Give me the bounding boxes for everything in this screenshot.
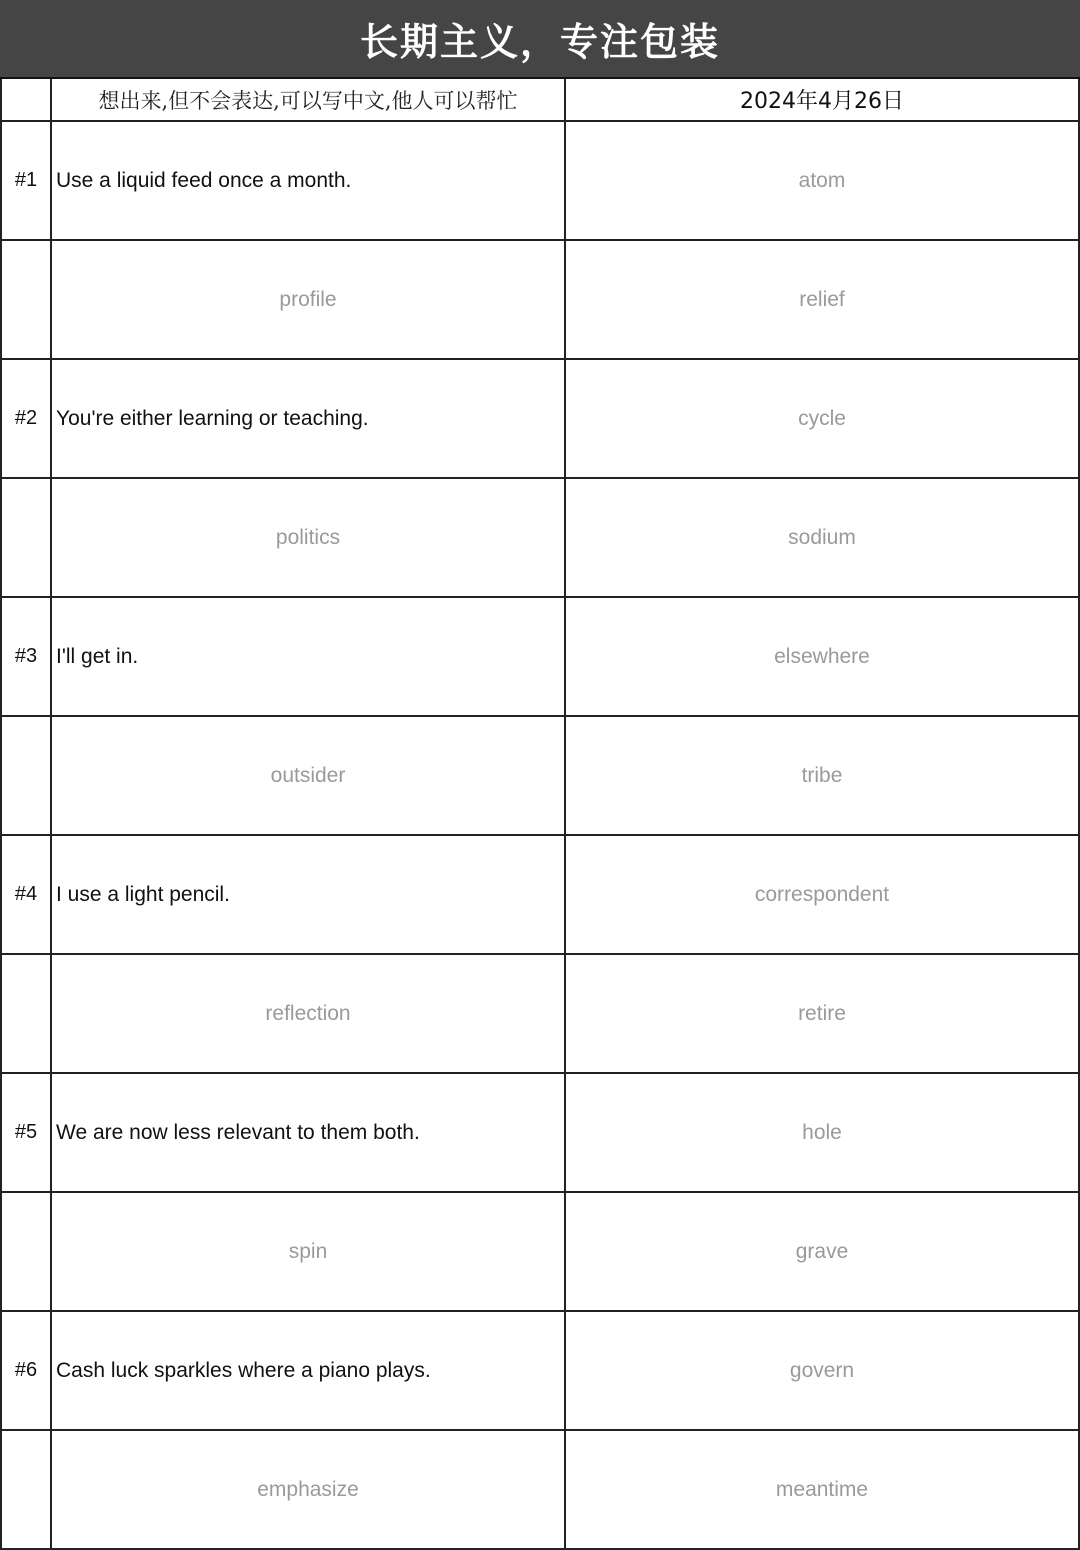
word-cell — [566, 1312, 1080, 1429]
word-left-cell — [52, 955, 566, 1072]
vocab-word: cycle — [798, 406, 846, 430]
row-number: #2 — [14, 407, 38, 429]
table-row — [0, 360, 1080, 479]
sentence-cell — [52, 836, 566, 953]
row-number: #5 — [14, 1121, 38, 1143]
title-bar — [0, 0, 1080, 79]
row-number-cell — [0, 1193, 52, 1310]
vocab-word: govern — [789, 1358, 855, 1382]
sentence-cell — [52, 122, 566, 239]
vocab-word-left: emphasize — [257, 1477, 359, 1501]
row-number-cell — [0, 360, 52, 477]
word-left-cell — [52, 717, 566, 834]
word-cell — [566, 479, 1080, 596]
word-left-cell — [52, 1431, 566, 1548]
word-cell — [566, 360, 1080, 477]
word-left-cell — [52, 241, 566, 358]
table-row — [0, 598, 1080, 717]
row-number: #1 — [14, 169, 38, 191]
page-title: 长期主义，专注包装 — [359, 20, 720, 64]
sentence-text: I'll get in. — [56, 644, 139, 668]
vocab-word-left: outsider — [270, 763, 346, 787]
vocab-word: correspondent — [754, 882, 890, 906]
row-number-cell — [0, 1431, 52, 1548]
vocab-word: grave — [795, 1239, 849, 1263]
row-number: #6 — [14, 1359, 38, 1381]
table-row — [0, 836, 1080, 955]
word-cell — [566, 598, 1080, 715]
sentence-text: We are now less relevant to them both. — [56, 1120, 420, 1144]
sentence-cell — [52, 598, 566, 715]
row-number-cell — [0, 241, 52, 358]
word-cell — [566, 1193, 1080, 1310]
table-row — [0, 1312, 1080, 1431]
vocab-word-left: spin — [288, 1239, 328, 1263]
word-left-cell — [52, 479, 566, 596]
sentence-text: Cash luck sparkles where a piano plays. — [56, 1358, 431, 1382]
table-row — [0, 717, 1080, 836]
sentence-cell — [52, 1074, 566, 1191]
word-cell — [566, 836, 1080, 953]
header-note-cell — [52, 79, 566, 120]
vocab-word: sodium — [788, 525, 856, 549]
table-row — [0, 1193, 1080, 1312]
word-cell — [566, 1431, 1080, 1548]
word-cell — [566, 1074, 1080, 1191]
vocab-word: atom — [798, 168, 846, 192]
vocab-word: tribe — [801, 763, 843, 787]
table-row — [0, 241, 1080, 360]
sentence-text: I use a light pencil. — [56, 882, 230, 906]
row-number-cell — [0, 479, 52, 596]
vocab-word: hole — [802, 1120, 842, 1144]
sentence-text: You're either learning or teaching. — [56, 406, 369, 430]
row-number-cell — [0, 1312, 52, 1429]
word-cell — [566, 241, 1080, 358]
header-note: 想出来,但不会表达,可以写中文,他人可以帮忙 — [98, 88, 518, 113]
table-row — [0, 1431, 1080, 1550]
sentence-text: Use a liquid feed once a month. — [56, 168, 352, 192]
row-number: #4 — [14, 883, 38, 905]
vocab-word-left: profile — [279, 287, 337, 311]
header-row — [0, 79, 1080, 122]
vocab-word-left: reflection — [265, 1001, 351, 1025]
sentence-cell — [52, 360, 566, 477]
word-left-cell — [52, 1193, 566, 1310]
table-row — [0, 122, 1080, 241]
worksheet-table — [0, 79, 1080, 1550]
vocab-word: elsewhere — [774, 644, 870, 668]
table-row — [0, 1074, 1080, 1193]
row-number-cell — [0, 598, 52, 715]
row-number-cell — [0, 955, 52, 1072]
row-number: #3 — [14, 645, 38, 667]
vocab-word: relief — [799, 287, 845, 311]
word-cell — [566, 717, 1080, 834]
vocab-word: meantime — [775, 1477, 869, 1501]
header-number-cell — [0, 79, 52, 120]
header-date: 2024年4月26日 — [740, 89, 904, 114]
header-date-cell — [566, 79, 1080, 120]
word-cell — [566, 955, 1080, 1072]
row-number-cell — [0, 836, 52, 953]
sentence-cell — [52, 1312, 566, 1429]
vocab-word: retire — [798, 1001, 846, 1025]
row-number-cell — [0, 717, 52, 834]
vocab-word-left: politics — [275, 525, 341, 549]
row-number-cell — [0, 1074, 52, 1191]
table-row — [0, 479, 1080, 598]
word-cell — [566, 122, 1080, 239]
row-number-cell — [0, 122, 52, 239]
table-row — [0, 955, 1080, 1074]
